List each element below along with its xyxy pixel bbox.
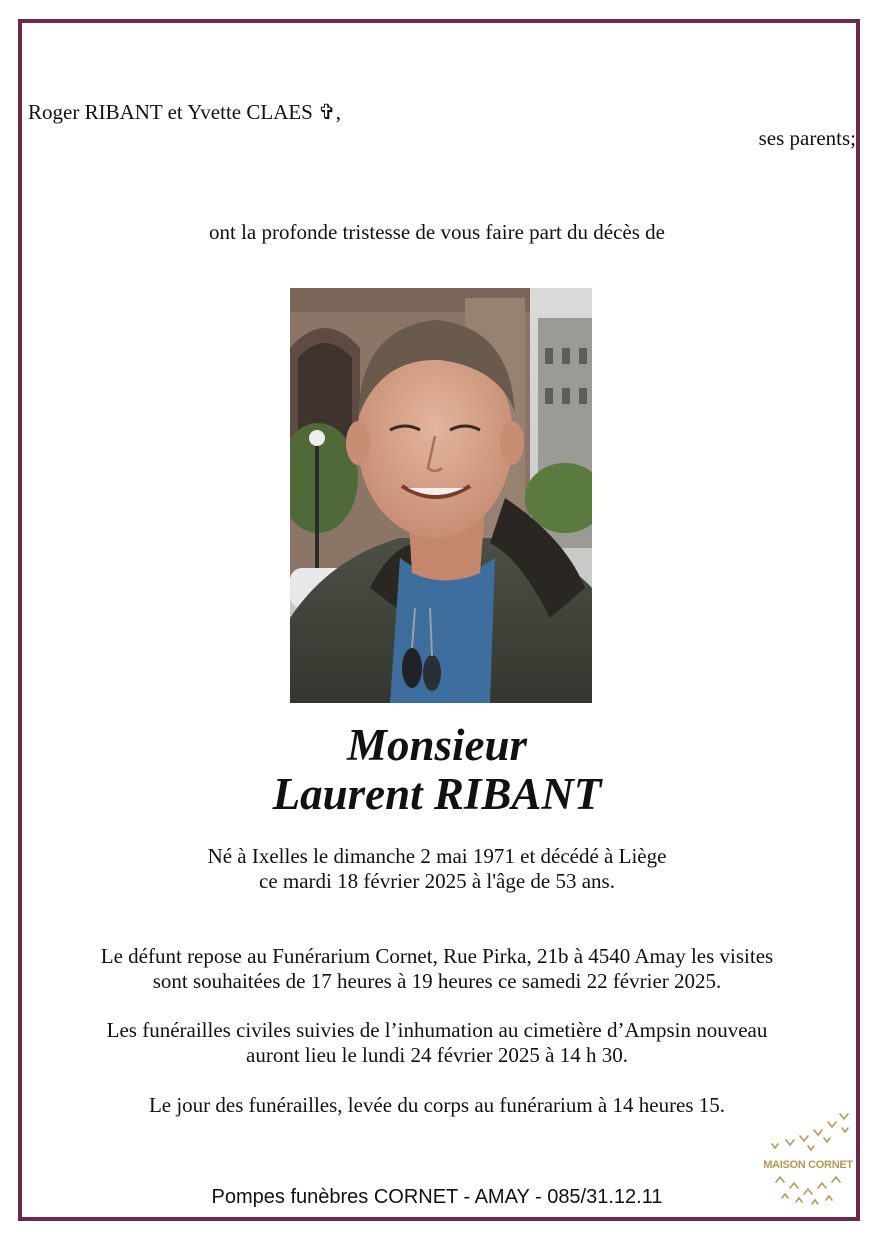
footer-contact: Pompes funèbres CORNET - AMAY - 085/31.12.11 — [211, 1186, 663, 1208]
deceased-title: Monsieur — [346, 720, 528, 770]
funeral-line-2: auront lieu le lundi 24 février 2025 à 14 h 30. — [246, 1043, 628, 1067]
parents-role: ses parents; — [758, 126, 856, 150]
funeral-line-1: Les funérailles civiles suivies de l’inhumation au cimetière d’Ampsin nouveau — [106, 1018, 768, 1042]
rest-line-1: Le défunt repose au Funérarium Cornet, Rue Pirka, 21b à 4540 Amay les visites — [100, 944, 774, 968]
birth-line-1: Né à Ixelles le dimanche 2 mai 1971 et décédé à Liège — [207, 844, 667, 868]
portrait-photo — [290, 288, 592, 703]
birth-death-info — [0, 844, 874, 894]
deceased-name: Laurent RIBANT — [272, 769, 602, 819]
departure-info: Le jour des funérailles, levée du corps au funérarium à 14 heures 15. — [148, 1093, 726, 1117]
visitation-info — [0, 944, 874, 994]
logo-text: MAISON CORNET — [763, 1159, 853, 1171]
funeral-info — [0, 1018, 874, 1068]
parents-names: Roger RIBANT et Yvette CLAES ✞, — [28, 100, 341, 124]
rest-line-2: sont souhaitées de 17 heures à 19 heures ce samedi 22 février 2025. — [152, 969, 722, 993]
birth-line-2: ce mardi 18 février 2025 à l'âge de 53 ans. — [259, 869, 615, 893]
intro-text: ont la profonde tristesse de vous faire part du décès de — [208, 220, 665, 244]
